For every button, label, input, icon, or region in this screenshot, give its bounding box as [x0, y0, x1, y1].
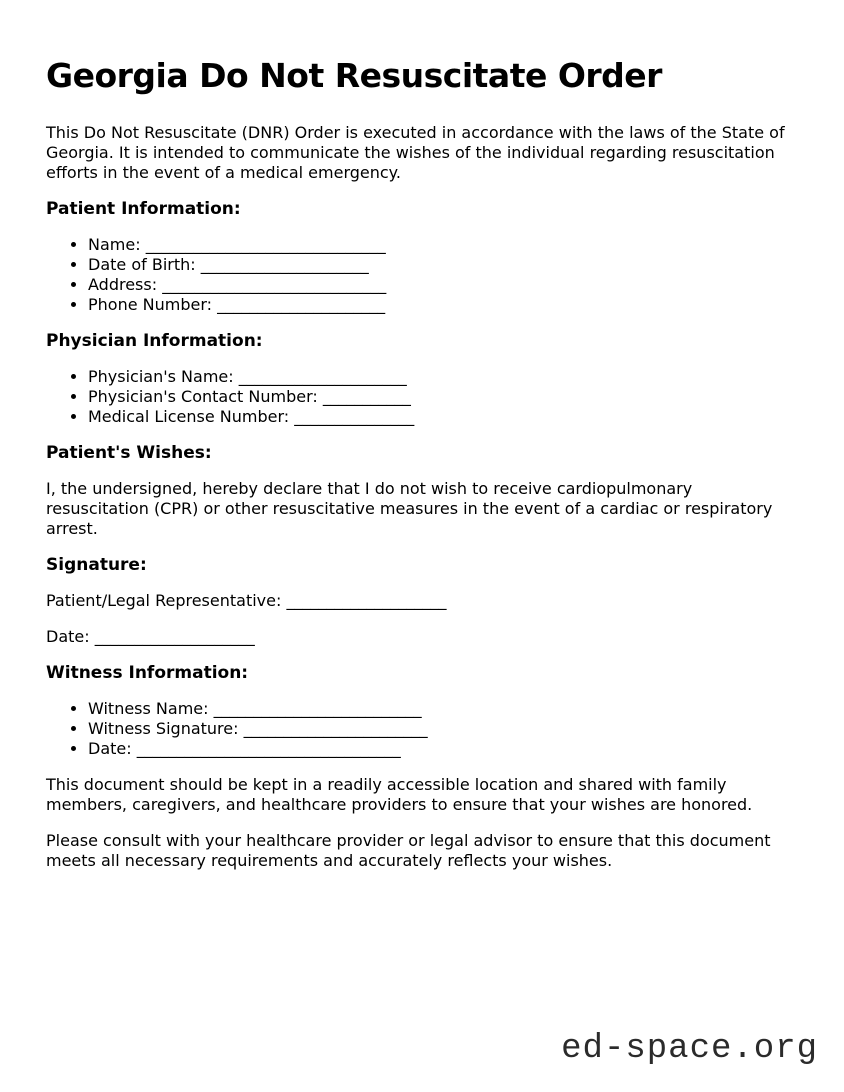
patient-dob-label: Date of Birth: — [88, 255, 196, 274]
witness-signature-label: Witness Signature: — [88, 719, 239, 738]
ed-space-watermark: ed-space.org — [561, 1030, 818, 1068]
witness-name-label: Witness Name: — [88, 699, 209, 718]
physician-name-field — [88, 367, 798, 387]
patient-dob-field — [88, 255, 798, 275]
medical-license-field — [88, 407, 798, 427]
storage-note-paragraph: This document should be kept in a readily accessible location and shared with family members, caregivers, and healthcare providers to ensure that your wishes are honored. — [46, 775, 753, 814]
patient-representative-blank-line: ____________________ — [286, 591, 447, 610]
witness-name-blank-line: __________________________ — [213, 699, 422, 718]
patient-address-label: Address: — [88, 275, 158, 294]
signature-heading: Signature: — [46, 555, 147, 575]
patient-representative-signature-field — [46, 591, 798, 611]
physician-name-blank-line: _____________________ — [238, 367, 407, 386]
signature-date-field — [46, 627, 798, 647]
intro-paragraph: This Do Not Resuscitate (DNR) Order is executed in accordance with the laws of the State of Georgia. It is intended to communicate the wishes of the individual regarding resuscitation efforts in the event of a medical emergency. — [46, 123, 785, 182]
patient-dob-blank-line: _____________________ — [200, 255, 369, 274]
patient-address-blank-line: ____________________________ — [162, 275, 387, 294]
witness-signature-field — [88, 719, 798, 739]
patients-wishes-heading: Patient's Wishes: — [46, 443, 212, 463]
witness-date-blank-line: _________________________________ — [136, 739, 401, 758]
witness-name-field — [88, 699, 798, 719]
patient-information-heading: Patient Information: — [46, 199, 241, 219]
witness-date-label: Date: — [88, 739, 132, 758]
patient-phone-blank-line: _____________________ — [217, 295, 386, 314]
patient-name-field — [88, 235, 798, 255]
patient-phone-label: Phone Number: — [88, 295, 213, 314]
witness-date-field — [88, 739, 798, 759]
patient-information-list — [46, 235, 798, 315]
signature-date-label: Date: — [46, 627, 90, 646]
page-title: Georgia Do Not Resuscitate Order — [46, 56, 662, 95]
consult-note-paragraph: Please consult with your healthcare provider or legal advisor to ensure that this document meets all necessary requirements and accurately reflects your wishes. — [46, 831, 771, 870]
witness-information-list — [46, 699, 798, 759]
medical-license-label: Medical License Number: — [88, 407, 290, 426]
witness-signature-blank-line: _______________________ — [243, 719, 428, 738]
patient-name-blank-line: ______________________________ — [145, 235, 386, 254]
patient-phone-field — [88, 295, 798, 315]
patient-representative-label: Patient/Legal Representative: — [46, 591, 282, 610]
physician-contact-label: Physician's Contact Number: — [88, 387, 318, 406]
physician-information-heading: Physician Information: — [46, 331, 263, 351]
physician-information-list — [46, 367, 798, 427]
medical-license-blank-line: _______________ — [294, 407, 415, 426]
physician-contact-blank-line: ___________ — [322, 387, 411, 406]
physician-contact-field — [88, 387, 798, 407]
signature-date-blank-line: ____________________ — [94, 627, 255, 646]
physician-name-label: Physician's Name: — [88, 367, 234, 386]
patients-wishes-paragraph: I, the undersigned, hereby declare that I do not wish to receive cardiopulmonary resuscitation (CPR) or other resuscitative measures in the event of a cardiac or respiratory arrest. — [46, 479, 773, 538]
witness-information-heading: Witness Information: — [46, 663, 249, 683]
patient-name-label: Name: — [88, 235, 141, 254]
patient-address-field — [88, 275, 798, 295]
